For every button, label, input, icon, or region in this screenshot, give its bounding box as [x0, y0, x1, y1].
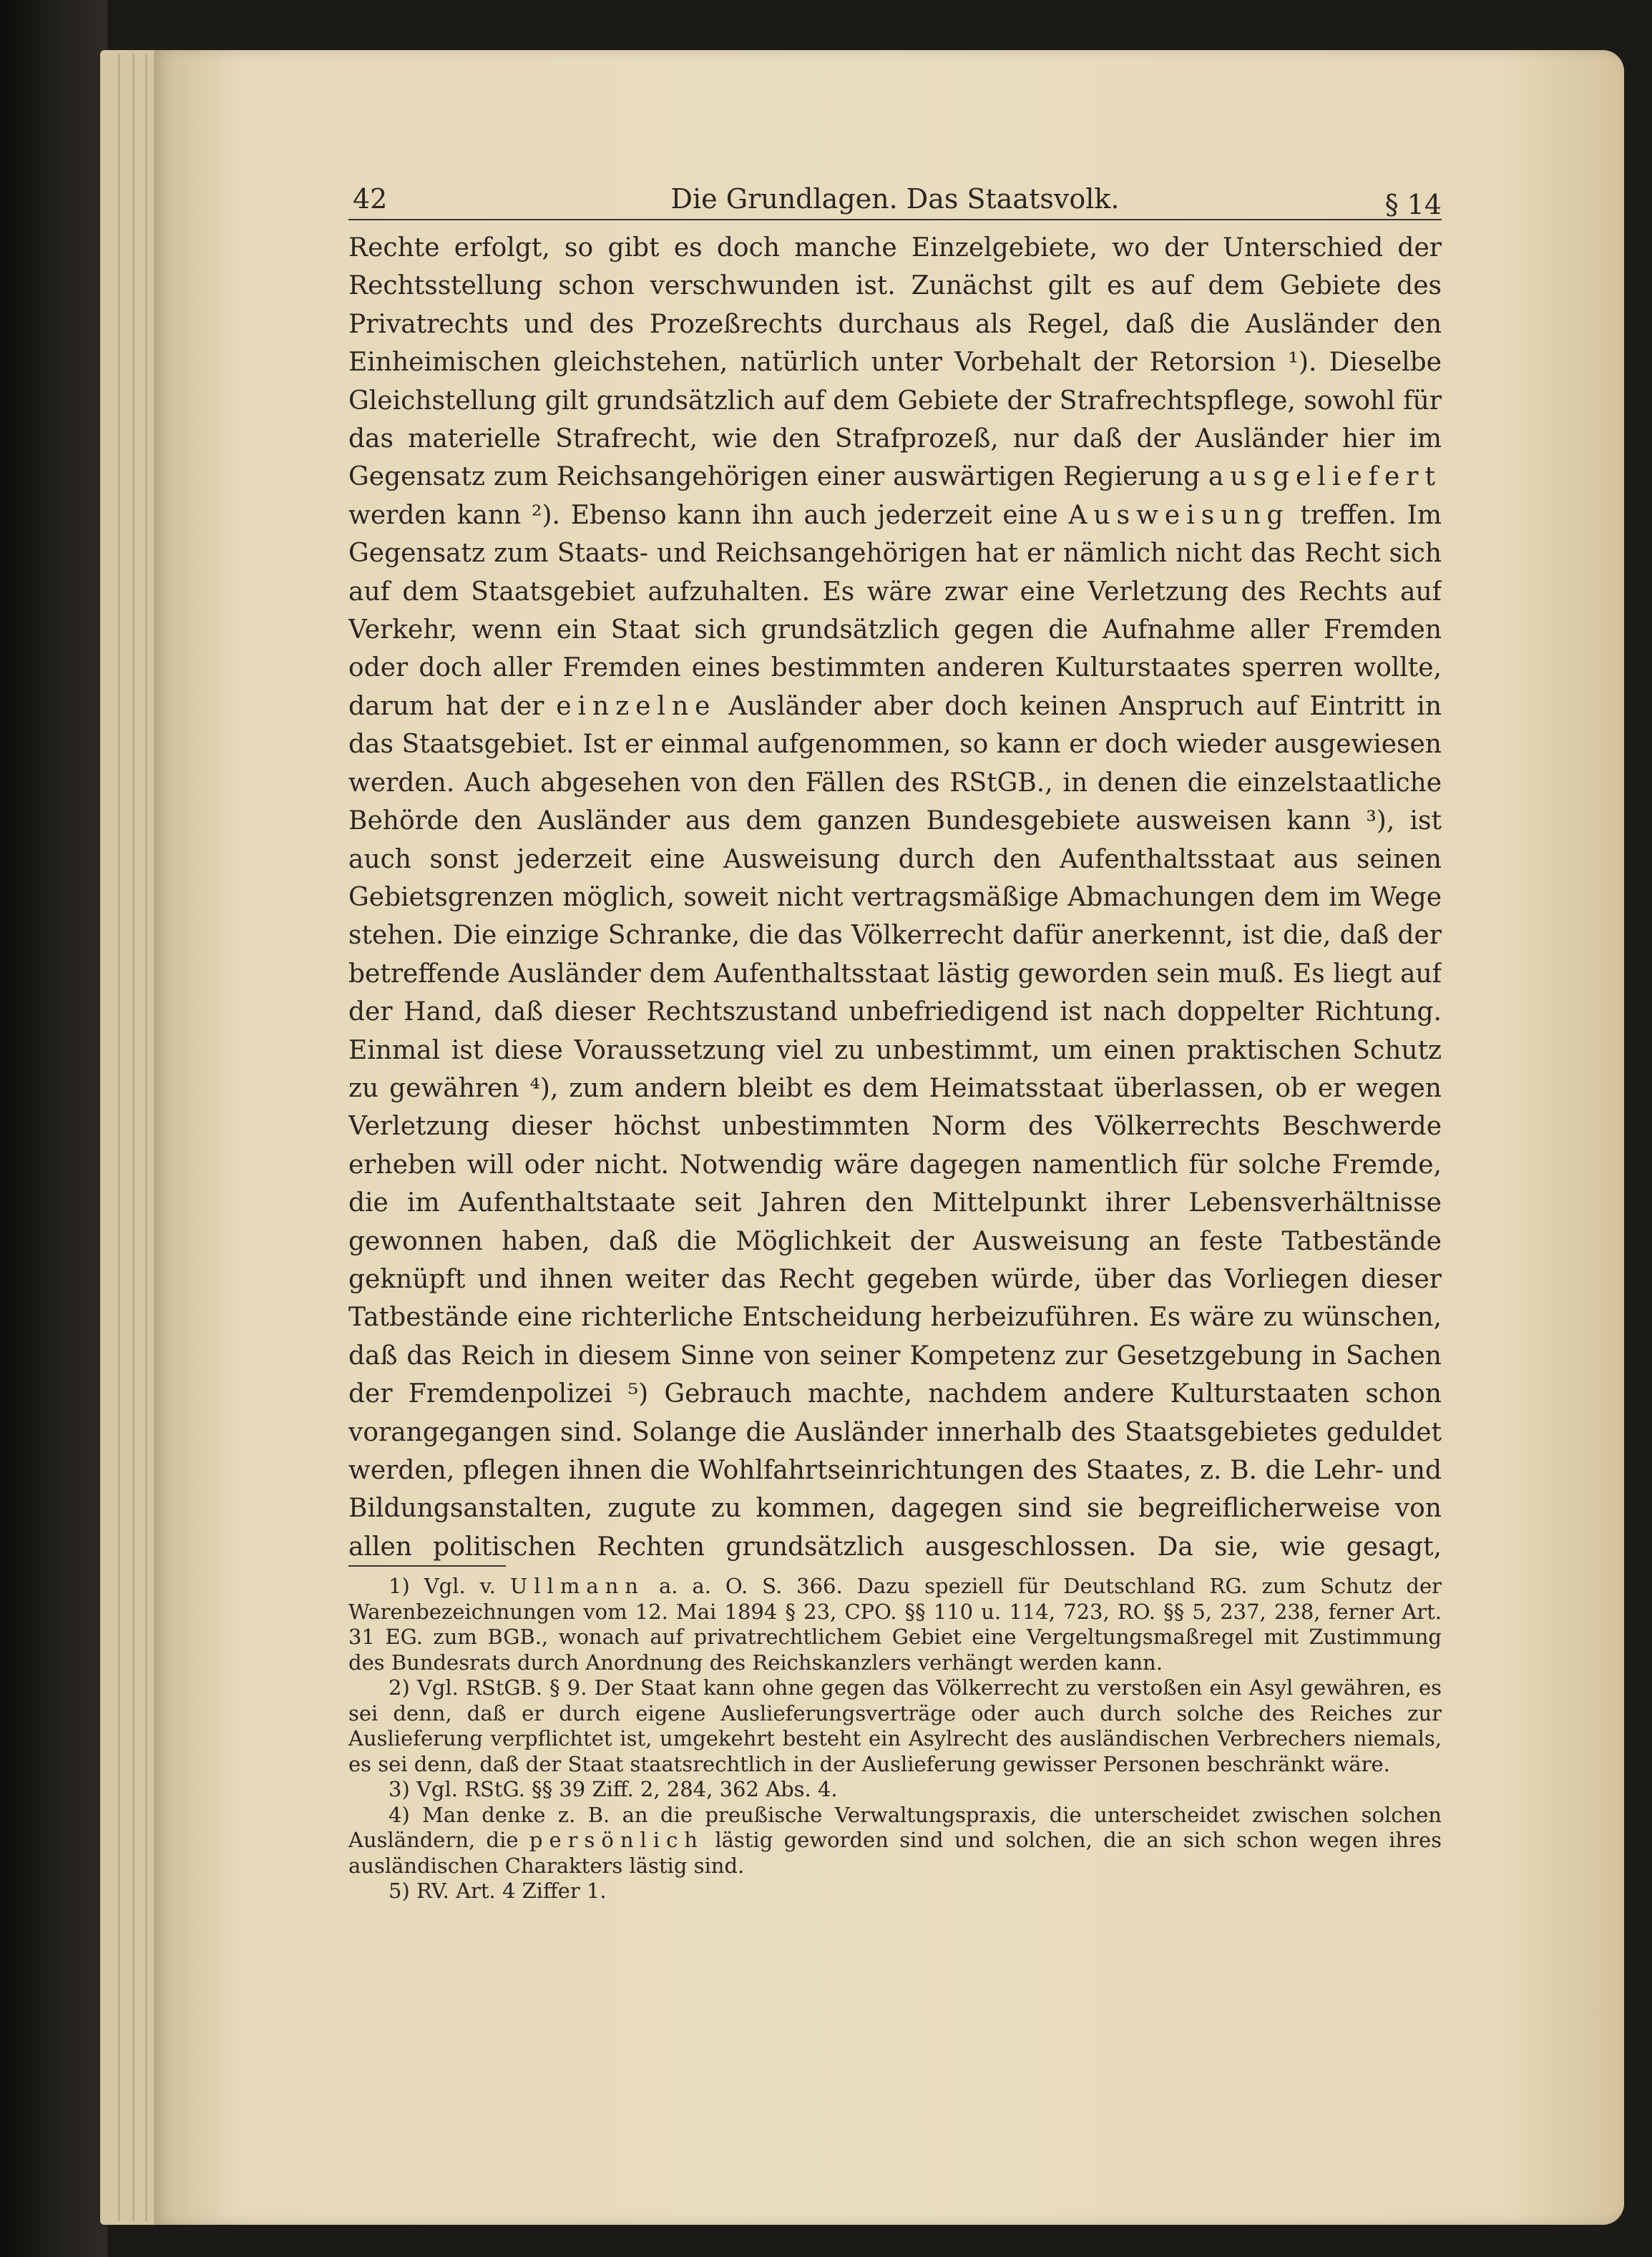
spaced-emphasis: Ullmann — [509, 1574, 645, 1598]
footnote-rule — [348, 1565, 506, 1567]
text-run: 4) Man denke z. B. an die preußische Verwaltungspraxis, die unterscheidet zwischen solchen Ausländern, die — [348, 1802, 1442, 1852]
text-run: 1) Vgl. v. — [388, 1574, 496, 1598]
footnote-5: 5) RV. Art. 4 Ziffer 1. — [388, 1879, 607, 1903]
footnote-2: 2) Vgl. RStGB. § 9. Der Staat kann ohne gegen das Völkerrecht zu verstoßen ein Asyl gewähren, es sei denn, daß er durch eigene Auslieferungsverträge oder auch durch solche des Reiches zur Auslieferung verpflichtet ist, umgekehrt besteht ein Asylrecht des ausländischen Verbrechers niemals, es sei denn, daß der Staat staatsrechtlich in der Auslieferung gewisser Personen beschränkt wäre. — [348, 1675, 1442, 1776]
page-edge — [118, 54, 120, 2221]
page-edge — [145, 54, 147, 2221]
page-edge — [132, 54, 135, 2221]
spaced-emphasis: ausgeliefert — [1208, 462, 1442, 492]
running-title: Die Grundlagen. Das Staatsvolk. — [670, 183, 1120, 215]
text-run: Rechte erfolgt, so gibt es doch manche Einzelgebiete, wo der Unterschied der Rechtsstellung schon verschwunden ist. Zunächst gilt es auf dem Gebiete des Privatrechts und des Prozeßrechts durchaus als Regel, daß die Ausländer den Einheimischen gleichstehen, natürlich unter Vorbehalt der Retorsion ¹). Dieselbe Gleichstellung gilt grundsätzlich auf dem Gebiete der Strafrechtspflege, sowohl für das materielle Strafrecht, wie den Strafprozeß, nur daß der Ausländer hier im Gegensatz zum Reichsangehörigen einer auswärtigen Regierung — [348, 233, 1442, 492]
footnotes — [348, 1574, 1442, 1904]
book-spine — [0, 0, 107, 2257]
spaced-emphasis: persönlich — [529, 1828, 704, 1852]
text-run: werden kann ²). Ebenso kann ihn auch jederzeit eine — [348, 500, 1058, 530]
text-run: lästig geworden sind und solchen, die an sich schon wegen ihres ausländischen Charakters lästig sind. — [348, 1828, 1442, 1878]
main-text — [348, 229, 1442, 1564]
running-header — [348, 179, 1442, 220]
footnote-3: 3) Vgl. RStG. §§ 39 Ziff. 2, 284, 362 Abs. 4. — [388, 1777, 838, 1801]
spaced-emphasis: Ausweisung — [1068, 500, 1290, 530]
text-run: a. a. O. S. 366. Dazu speziell für Deutschland RG. zum Schutz der Warenbezeichnungen vom 12. Mai 1894 § 23, CPO. §§ 110 u. 114, 723, RO. §§ 5, 237, 238, ferner Art. 31 EG. zum BGB., wonach auf privatrechtlichem Gebiet eine Vergeltungsmaßregel mit Zustimmung des Bundesrats durch Anordnung des Reichskanzlers verhängt werden kann. — [348, 1574, 1442, 1675]
spaced-emphasis: einzelne — [556, 691, 717, 721]
page-content — [348, 179, 1442, 1904]
footnote-4 — [348, 1803, 1442, 1879]
page-number: 42 — [353, 183, 388, 215]
text-run: treffen. Im Gegensatz zum Staats- und Reichsangehörigen hat er nämlich nicht das Recht sich auf dem Staatsgebiet aufzuhalten. Es wäre zwar eine Verletzung des Rechts auf Verkehr, wenn ein Staat sich grundsätzlich gegen die Aufnahme aller Fremden oder doch aller Fremden eines bestimmten anderen Kulturstaates sperren wollte, darum hat der — [348, 500, 1442, 721]
text-run: Ausländer aber doch keinen Anspruch auf Eintritt in das Staatsgebiet. Ist er einmal aufgenommen, so kann er doch wieder ausgewiesen werden. Auch abgesehen von den Fällen des RStGB., in denen die einzelstaatliche Behörde den Ausländer aus dem ganzen Bundesgebiete ausweisen kann ³), ist auch sonst jederzeit eine Ausweisung durch den Aufenthaltsstaat aus seinen Gebietsgrenzen möglich, soweit nicht vertragsmäßige Abmachungen dem im Wege stehen. Die einzige Schranke, die das Völkerrecht dafür anerkennt, ist die, daß der betreffende Ausländer dem Aufenthaltsstaat lästig geworden sein muß. Es liegt auf der Hand, daß dieser Rechtszustand unbefriedigend ist nach doppelter Richtung. Einmal ist diese Voraussetzung viel zu unbestimmt, um einen praktischen Schutz zu gewähren ⁴), zum andern bleibt es dem Heimatsstaat überlassen, ob er wegen Verletzung dieser höchst unbestimmten Norm des Völkerrechts Beschwerde erheben will oder nicht. Notwendig wäre dagegen namentlich für solche Fremde, die im Aufenthaltstaate seit Jahren den Mittelpunkt ihrer Lebensverhältnisse gewonnen haben, daß die Möglichkeit der Ausweisung an feste Tatbestände geknüpft und ihnen weiter das Recht gegeben würde, über das Vorliegen dieser Tatbestände eine richterliche Entscheidung herbeizuführen. Es wäre zu wünschen, daß das Reich in diesem Sinne von seiner Kompetenz zur Gesetzgebung in Sachen der Fremdenpolizei ⁵) Gebrauch machte, nachdem andere Kulturstaaten schon vorangegangen sind. Solange die Ausländer innerhalb des Staatsgebietes geduldet werden, pflegen ihnen die Wohlfahrtseinrichtungen des Staates, z. B. die Lehr- und Bildungsanstalten, zugute zu kommen, dagegen sind sie begreiflicherweise von allen politischen Rechten grundsätzlich ausgeschlossen. Da sie, wie gesagt, — [348, 691, 1442, 1562]
section-number: § 14 — [1384, 189, 1442, 220]
footnote-1 — [348, 1574, 1442, 1675]
